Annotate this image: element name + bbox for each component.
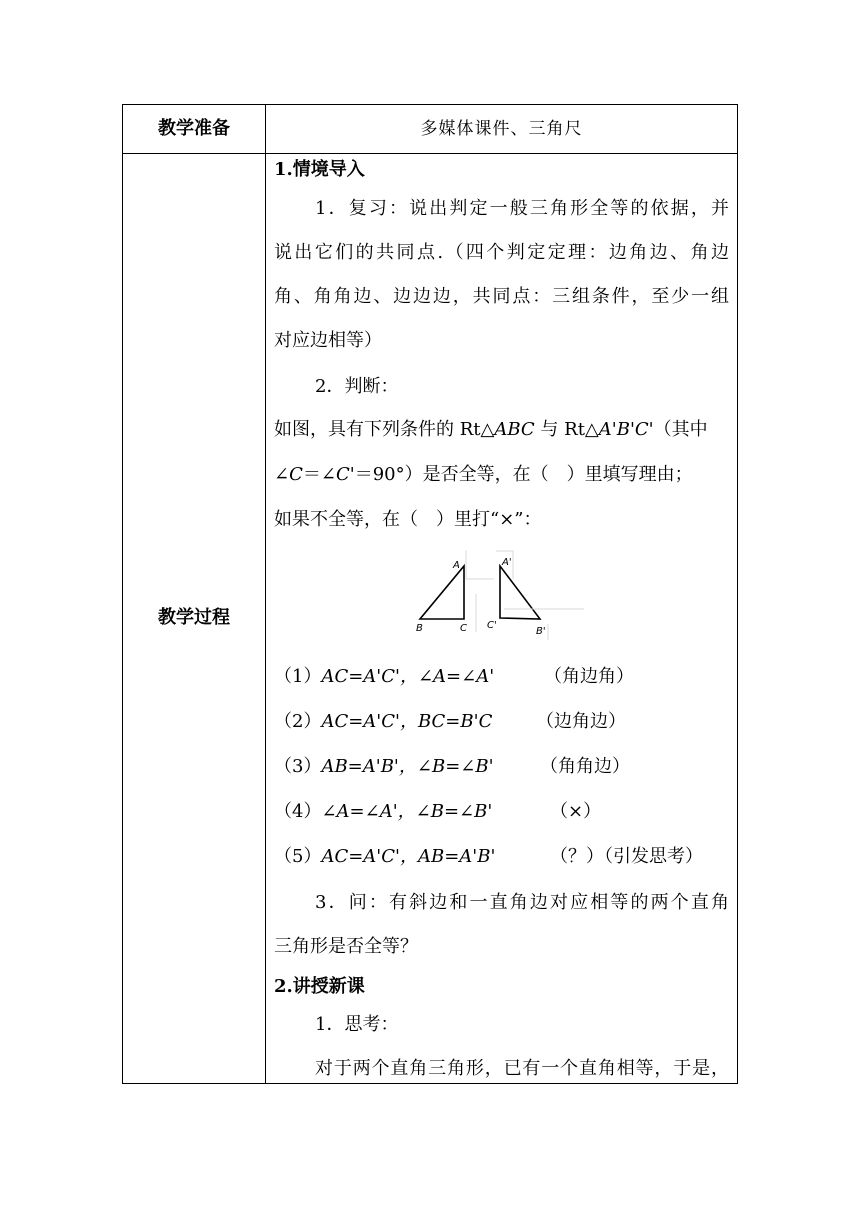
judge-text: ＝∠ — [302, 464, 336, 485]
label-a: A — [453, 560, 460, 571]
prep-label: 教学准备 — [158, 118, 230, 139]
item-number: （4） — [274, 801, 322, 822]
item-answer: （边角边） — [536, 711, 626, 732]
item-condition: AC=A'C'，AB=A'B' — [321, 846, 496, 867]
judge-text: ∠ — [274, 464, 290, 485]
item-condition: AB=A'B'，∠B=∠B' — [321, 756, 494, 777]
item-2 — [274, 709, 729, 735]
item-number: （3） — [274, 756, 322, 777]
review-line-4: 对应边相等） — [274, 330, 382, 351]
item-3 — [274, 754, 729, 780]
item-answer: （角角边） — [540, 756, 630, 777]
label-c: C — [460, 623, 467, 634]
section1-title: 1.情境导入 — [274, 159, 365, 180]
item-condition: ∠A=∠A'，∠B=∠B' — [321, 801, 493, 822]
item-condition: AC=A'C'，BC=B'C — [321, 711, 493, 732]
label-b-prime: B' — [536, 626, 546, 637]
lesson-table — [122, 104, 738, 1084]
review-line-1: 1．复习：说出判定一般三角形全等的依据，并 — [315, 198, 729, 219]
review-line-2: 说出它们的共同点.（四个判定定理：边角边、角边 — [274, 242, 729, 263]
question-line-2: 三角形是否全等？ — [274, 936, 418, 957]
item-number: （2） — [274, 711, 322, 732]
judge-angle-c-prime: C' — [335, 464, 355, 485]
judge-text: 如图，具有下列条件的 Rt△ — [274, 419, 495, 440]
triangle-abc — [420, 566, 464, 619]
column-divider — [265, 105, 266, 1083]
review-line-3: 角、角角边、边边边，共同点：三组条件，至少一组 — [274, 286, 729, 307]
prep-value: 多媒体课件、三角尺 — [420, 119, 583, 139]
triangle-abc-prime — [500, 566, 540, 619]
process-content — [274, 154, 729, 1083]
section2-title: 2.讲授新课 — [274, 976, 365, 997]
judge-triangle-abc: ABC — [494, 419, 535, 440]
judge-line-1 — [274, 417, 729, 443]
item-number: （5） — [274, 846, 322, 867]
judge-text: （其中 — [653, 419, 708, 440]
judge-triangle-abc-prime: A'B'C' — [598, 419, 654, 440]
judge-text: ＝90°）是否全等，在（ ）里填写理由； — [354, 464, 693, 485]
label-a-prime: A' — [502, 557, 512, 568]
process-label: 教学过程 — [158, 607, 230, 628]
item-answer: （×） — [550, 801, 602, 822]
faint-lines — [466, 550, 584, 640]
section2-para-line-1: 对于两个直角三角形，已有一个直角相等，于是， — [315, 1058, 729, 1079]
judge-title: 2．判断： — [315, 376, 399, 397]
judge-line-3: 如果不全等，在（ ）里打“×”： — [274, 509, 542, 530]
think-label: 1．思考： — [315, 1014, 399, 1035]
item-1 — [274, 664, 729, 690]
item-number: （1） — [274, 666, 322, 687]
judge-line-2 — [274, 462, 729, 488]
item-4 — [274, 799, 729, 825]
question-line-1: 3．问：有斜边和一直角边对应相等的两个直角 — [315, 892, 729, 913]
label-b: B — [416, 623, 423, 634]
label-c-prime: C' — [487, 620, 497, 631]
item-5 — [274, 844, 729, 870]
triangle-figure — [408, 549, 608, 649]
item-answer: （角边角） — [544, 666, 634, 687]
item-condition: AC=A'C'，∠A=∠A' — [321, 666, 495, 687]
judge-angle-c: C — [289, 464, 303, 485]
judge-text: 与 Rt△ — [534, 419, 599, 440]
item-answer: （？）（引发思考） — [550, 846, 703, 867]
